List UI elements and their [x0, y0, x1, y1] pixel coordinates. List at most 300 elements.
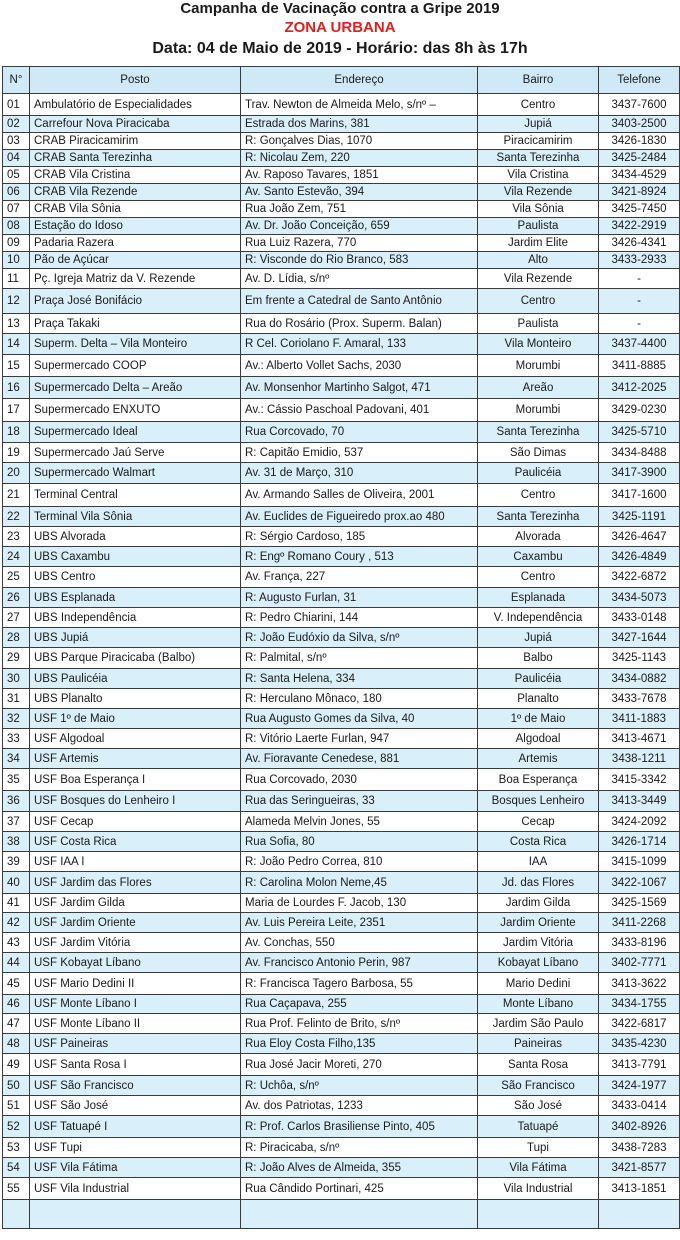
- table-row: [3, 334, 680, 355]
- row-number-cell: 02: [3, 116, 30, 133]
- endereco-cell: R: Prof. Carlos Brasiliense Pinto, 405: [241, 1116, 478, 1138]
- column-header-telefone: Telefone: [599, 67, 680, 94]
- table-row: [3, 289, 680, 314]
- telefone-cell: 3402-8926: [599, 1116, 680, 1138]
- telefone-cell: 3434-8488: [599, 443, 680, 463]
- bairro-cell: Jardim Elite: [478, 235, 599, 252]
- telefone-cell: 3424-1977: [599, 1076, 680, 1096]
- posto-cell: Praça Takaki: [30, 314, 241, 334]
- bairro-cell: Planalto: [478, 689, 599, 709]
- telefone-cell: 3426-1714: [599, 832, 680, 852]
- row-number-cell: 48: [3, 1034, 30, 1054]
- bairro-cell: Jupiá: [478, 628, 599, 648]
- table-header-row: [3, 67, 680, 94]
- telefone-cell: 3437-4400: [599, 334, 680, 355]
- row-number-cell: 55: [3, 1178, 30, 1200]
- endereco-cell: Em frente a Catedral de Santo Antônio: [241, 289, 478, 314]
- table-row: [3, 894, 680, 913]
- posto-cell: UBS Parque Piracicaba (Balbo): [30, 648, 241, 669]
- endereco-cell: Av.: Cássio Paschoal Padovani, 401: [241, 399, 478, 422]
- telefone-cell: 3413-4671: [599, 729, 680, 749]
- telefone-cell: 3421-8577: [599, 1158, 680, 1178]
- table-row: [3, 749, 680, 769]
- table-row: [3, 527, 680, 547]
- endereco-cell: R: João Eudóxio da Silva, s/nº: [241, 628, 478, 648]
- posto-cell: CRAB Santa Terezinha: [30, 150, 241, 167]
- endereco-cell: Av. 31 de Março, 310: [241, 463, 478, 484]
- endereco-cell: R: Augusto Furlan, 31: [241, 588, 478, 608]
- table-row: [3, 995, 680, 1014]
- row-number-cell: 03: [3, 133, 30, 150]
- posto-cell: Supermercado Ideal: [30, 422, 241, 443]
- table-row: [3, 1158, 680, 1178]
- table-row: [3, 709, 680, 729]
- posto-cell: Terminal Vila Sônia: [30, 507, 241, 527]
- posto-cell: Ambulatório de Especialidades: [30, 94, 241, 116]
- row-number-cell: 34: [3, 749, 30, 769]
- row-number-cell: 35: [3, 769, 30, 791]
- table-row: [3, 314, 680, 334]
- bairro-cell: Paulista: [478, 218, 599, 235]
- posto-cell: USF Vila Industrial: [30, 1178, 241, 1200]
- telefone-cell: 3435-4230: [599, 1034, 680, 1054]
- endereco-cell: Av. Armando Salles de Oliveira, 2001: [241, 484, 478, 507]
- telefone-cell: 3422-6817: [599, 1014, 680, 1034]
- row-number-cell: 54: [3, 1158, 30, 1178]
- bairro-cell: Tatuapé: [478, 1116, 599, 1138]
- table-row: [3, 269, 680, 289]
- telefone-cell: 3415-1099: [599, 852, 680, 872]
- telefone-cell: 3425-5710: [599, 422, 680, 443]
- endereco-cell: R: Francisca Tagero Barbosa, 55: [241, 973, 478, 995]
- row-number-cell: 09: [3, 235, 30, 252]
- endereco-cell: Rua Cândido Portinari, 425: [241, 1178, 478, 1200]
- endereco-cell: Rua Luiz Razera, 770: [241, 235, 478, 252]
- bairro-cell: Jd. das Flores: [478, 872, 599, 894]
- document-title: Campanha de Vacinação contra a Gripe 2019: [180, 0, 500, 17]
- row-number-cell: 26: [3, 588, 30, 608]
- endereco-cell: R: João Alves de Almeida, 355: [241, 1158, 478, 1178]
- telefone-cell: 3433-7678: [599, 689, 680, 709]
- bairro-cell: V. Independência: [478, 608, 599, 628]
- posto-cell: Supermercado COOP: [30, 355, 241, 377]
- row-number-cell: 23: [3, 527, 30, 547]
- row-number-cell: 46: [3, 995, 30, 1014]
- bairro-cell: Santa Terezinha: [478, 150, 599, 167]
- column-header-bairro: Bairro: [478, 67, 599, 94]
- telefone-cell: 3425-2484: [599, 150, 680, 167]
- row-number-cell: 07: [3, 201, 30, 218]
- bairro-cell: Jardim Gilda: [478, 894, 599, 913]
- bairro-cell: Paulicéia: [478, 669, 599, 689]
- telefone-cell: 3413-3449: [599, 791, 680, 812]
- row-number-cell: 49: [3, 1054, 30, 1076]
- row-number-cell: 17: [3, 399, 30, 422]
- bairro-cell: Costa Rica: [478, 832, 599, 852]
- bairro-cell: Algodoal: [478, 729, 599, 749]
- row-number-cell: 36: [3, 791, 30, 812]
- telefone-cell: 3411-8885: [599, 355, 680, 377]
- row-number-cell: 21: [3, 484, 30, 507]
- row-number-cell: 43: [3, 933, 30, 953]
- posto-cell: USF Jardim Gilda: [30, 894, 241, 913]
- endereco-cell: Trav. Newton de Almeida Melo, s/nº –: [241, 94, 478, 116]
- posto-cell: USF Monte Líbano II: [30, 1014, 241, 1034]
- endereco-cell: Av. Conchas, 550: [241, 933, 478, 953]
- table-row: [3, 1054, 680, 1076]
- posto-cell: USF Mario Dedini II: [30, 973, 241, 995]
- row-number-cell: 08: [3, 218, 30, 235]
- table-row: [3, 94, 680, 116]
- endereco-cell: Rua Corcovado, 2030: [241, 769, 478, 791]
- row-number-cell: 51: [3, 1096, 30, 1116]
- column-header-posto: Posto: [30, 67, 241, 94]
- bairro-cell: Mario Dedini: [478, 973, 599, 995]
- row-number-cell: 32: [3, 709, 30, 729]
- bairro-cell: Areão: [478, 377, 599, 399]
- endereco-cell: R: Nicolau Zem, 220: [241, 150, 478, 167]
- row-number-cell: [3, 1200, 30, 1229]
- telefone-cell: 3412-2025: [599, 377, 680, 399]
- table-row: [3, 689, 680, 709]
- endereco-cell: R: Uchôa, s/nº: [241, 1076, 478, 1096]
- telefone-cell: 3425-1143: [599, 648, 680, 669]
- posto-cell: Supermercado Walmart: [30, 463, 241, 484]
- bairro-cell: Centro: [478, 94, 599, 116]
- telefone-cell: 3411-1883: [599, 709, 680, 729]
- bairro-cell: Centro: [478, 484, 599, 507]
- bairro-cell: Kobayat Líbano: [478, 953, 599, 973]
- bairro-cell: Paineiras: [478, 1034, 599, 1054]
- row-number-cell: 40: [3, 872, 30, 894]
- endereco-cell: Rua José Jacir Moreti, 270: [241, 1054, 478, 1076]
- endereco-cell: Estrada dos Marins, 381: [241, 116, 478, 133]
- endereco-cell: Av.: Alberto Vollet Sachs, 2030: [241, 355, 478, 377]
- telefone-cell: 3427-1644: [599, 628, 680, 648]
- bairro-cell: Centro: [478, 567, 599, 588]
- bairro-cell: Jardim São Paulo: [478, 1014, 599, 1034]
- posto-cell: Supermercado ENXUTO: [30, 399, 241, 422]
- telefone-cell: 3426-1830: [599, 133, 680, 150]
- bairro-cell: Cecap: [478, 812, 599, 832]
- posto-cell: CRAB Vila Cristina: [30, 167, 241, 184]
- telefone-cell: 3417-1600: [599, 484, 680, 507]
- row-number-cell: 47: [3, 1014, 30, 1034]
- posto-cell: USF São José: [30, 1096, 241, 1116]
- telefone-cell: 3426-4849: [599, 547, 680, 567]
- telefone-cell: 3426-4341: [599, 235, 680, 252]
- endereco-cell: R: Visconde do Rio Branco, 583: [241, 252, 478, 269]
- table-row: [3, 1200, 680, 1229]
- table-row: [3, 567, 680, 588]
- bairro-cell: Vila Rezende: [478, 184, 599, 201]
- posto-cell: USF IAA I: [30, 852, 241, 872]
- row-number-cell: 15: [3, 355, 30, 377]
- bairro-cell: Santa Rosa: [478, 1054, 599, 1076]
- row-number-cell: 44: [3, 953, 30, 973]
- posto-cell: USF Monte Líbano I: [30, 995, 241, 1014]
- posto-cell: Carrefour Nova Piracicaba: [30, 116, 241, 133]
- bairro-cell: Santa Terezinha: [478, 507, 599, 527]
- row-number-cell: 53: [3, 1138, 30, 1158]
- row-number-cell: 38: [3, 832, 30, 852]
- bairro-cell: Vila Sônia: [478, 201, 599, 218]
- telefone-cell: 3429-0230: [599, 399, 680, 422]
- table-row: [3, 133, 680, 150]
- posto-cell: USF Bosques do Lenheiro I: [30, 791, 241, 812]
- endereco-cell: Av. França, 227: [241, 567, 478, 588]
- table-row: [3, 150, 680, 167]
- endereco-cell: R: Palmital, s/nº: [241, 648, 478, 669]
- posto-cell: [30, 1200, 241, 1229]
- telefone-cell: 3434-5073: [599, 588, 680, 608]
- bairro-cell: São Francisco: [478, 1076, 599, 1096]
- telefone-cell: 3438-7283: [599, 1138, 680, 1158]
- endereco-cell: R: Sérgio Cardoso, 185: [241, 527, 478, 547]
- table-row: [3, 872, 680, 894]
- row-number-cell: 27: [3, 608, 30, 628]
- table-row: [3, 1034, 680, 1054]
- table-row: [3, 547, 680, 567]
- telefone-cell: 3411-2268: [599, 913, 680, 933]
- endereco-cell: Rua Prof. Felinto de Brito, s/nº: [241, 1014, 478, 1034]
- table-row: [3, 933, 680, 953]
- row-number-cell: 37: [3, 812, 30, 832]
- telefone-cell: 3424-2092: [599, 812, 680, 832]
- table-row: [3, 628, 680, 648]
- telefone-cell: 3413-3622: [599, 973, 680, 995]
- column-header-endereco: Endereço: [241, 67, 478, 94]
- telefone-cell: 3433-0414: [599, 1096, 680, 1116]
- bairro-cell: São Dimas: [478, 443, 599, 463]
- table-row: [3, 1096, 680, 1116]
- endereco-cell: Maria de Lourdes F. Jacob, 130: [241, 894, 478, 913]
- endereco-cell: Av. Monsenhor Martinho Salgot, 471: [241, 377, 478, 399]
- bairro-cell: Vila Monteiro: [478, 334, 599, 355]
- bairro-cell: 1º de Maio: [478, 709, 599, 729]
- table-row: [3, 729, 680, 749]
- row-number-cell: 18: [3, 422, 30, 443]
- endereco-cell: Rua João Zem, 751: [241, 201, 478, 218]
- table-body: [3, 94, 680, 1229]
- table-row: [3, 953, 680, 973]
- table-row: [3, 463, 680, 484]
- posto-cell: Supermercado Jaú Serve: [30, 443, 241, 463]
- bairro-cell: Vila Fátima: [478, 1158, 599, 1178]
- bairro-cell: Caxambu: [478, 547, 599, 567]
- telefone-cell: -: [599, 289, 680, 314]
- endereco-cell: Rua do Rosário (Prox. Superm. Balan): [241, 314, 478, 334]
- endereco-cell: R: Herculano Mônaco, 180: [241, 689, 478, 709]
- bairro-cell: Alvorada: [478, 527, 599, 547]
- posto-cell: USF Jardim Vitória: [30, 933, 241, 953]
- bairro-cell: Boa Esperança: [478, 769, 599, 791]
- endereco-cell: Rua Corcovado, 70: [241, 422, 478, 443]
- posto-cell: Praça José Bonifácio: [30, 289, 241, 314]
- row-number-cell: 01: [3, 94, 30, 116]
- telefone-cell: 3403-2500: [599, 116, 680, 133]
- table-row: [3, 832, 680, 852]
- telefone-cell: 3417-3900: [599, 463, 680, 484]
- bairro-cell: Vila Rezende: [478, 269, 599, 289]
- table-row: [3, 973, 680, 995]
- endereco-cell: Av. Fioravante Cenedese, 881: [241, 749, 478, 769]
- row-number-cell: 22: [3, 507, 30, 527]
- posto-cell: UBS Paulicéia: [30, 669, 241, 689]
- endereco-cell: Alameda Melvin Jones, 55: [241, 812, 478, 832]
- table-row: [3, 1178, 680, 1200]
- posto-cell: Pão de Açúcar: [30, 252, 241, 269]
- bairro-cell: Artemis: [478, 749, 599, 769]
- table-row: [3, 484, 680, 507]
- endereco-cell: R Cel. Coriolano F. Amaral, 133: [241, 334, 478, 355]
- row-number-cell: 20: [3, 463, 30, 484]
- posto-cell: CRAB Piracicamirim: [30, 133, 241, 150]
- telefone-cell: 3413-7791: [599, 1054, 680, 1076]
- endereco-cell: R: Gonçalves Dias, 1070: [241, 133, 478, 150]
- endereco-cell: Rua Sofia, 80: [241, 832, 478, 852]
- endereco-cell: Av. Raposo Tavares, 1851: [241, 167, 478, 184]
- row-number-cell: 45: [3, 973, 30, 995]
- row-number-cell: 42: [3, 913, 30, 933]
- row-number-cell: 12: [3, 289, 30, 314]
- column-header-number: N°: [3, 67, 30, 94]
- posto-cell: USF Jardim Oriente: [30, 913, 241, 933]
- posto-cell: UBS Esplanada: [30, 588, 241, 608]
- posto-cell: USF Santa Rosa I: [30, 1054, 241, 1076]
- telefone-cell: 3433-2933: [599, 252, 680, 269]
- bairro-cell: [478, 1200, 599, 1229]
- posto-cell: Pç. Igreja Matriz da V. Rezende: [30, 269, 241, 289]
- bairro-cell: Esplanada: [478, 588, 599, 608]
- endereco-cell: R: Pedro Chiarini, 144: [241, 608, 478, 628]
- bairro-cell: Piracicamirim: [478, 133, 599, 150]
- endereco-cell: R: Vitório Laerte Furlan, 947: [241, 729, 478, 749]
- posto-cell: UBS Planalto: [30, 689, 241, 709]
- row-number-cell: 31: [3, 689, 30, 709]
- endereco-cell: Rua Augusto Gomes da Silva, 40: [241, 709, 478, 729]
- telefone-cell: 3433-0148: [599, 608, 680, 628]
- endereco-cell: Rua Eloy Costa Filho,135: [241, 1034, 478, 1054]
- posto-cell: UBS Independência: [30, 608, 241, 628]
- row-number-cell: 10: [3, 252, 30, 269]
- telefone-cell: 3437-7600: [599, 94, 680, 116]
- row-number-cell: 19: [3, 443, 30, 463]
- row-number-cell: 33: [3, 729, 30, 749]
- posto-cell: UBS Caxambu: [30, 547, 241, 567]
- table-row: [3, 116, 680, 133]
- posto-cell: Supermercado Delta – Areão: [30, 377, 241, 399]
- table-row: [3, 355, 680, 377]
- posto-cell: Estação do Idoso: [30, 218, 241, 235]
- telefone-cell: [599, 1200, 680, 1229]
- row-number-cell: 05: [3, 167, 30, 184]
- telefone-cell: -: [599, 314, 680, 334]
- bairro-cell: Alto: [478, 252, 599, 269]
- zone-label: ZONA URBANA: [284, 19, 396, 36]
- endereco-cell: R: Engº Romano Coury , 513: [241, 547, 478, 567]
- table-row: [3, 791, 680, 812]
- posto-cell: UBS Alvorada: [30, 527, 241, 547]
- telefone-cell: 3434-4529: [599, 167, 680, 184]
- posto-cell: USF Tupi: [30, 1138, 241, 1158]
- row-number-cell: 04: [3, 150, 30, 167]
- table-row: [3, 608, 680, 628]
- table-row: [3, 769, 680, 791]
- table-row: [3, 443, 680, 463]
- table-row: [3, 852, 680, 872]
- telefone-cell: 3422-1067: [599, 872, 680, 894]
- table-row: [3, 422, 680, 443]
- table-row: [3, 167, 680, 184]
- posto-cell: USF Paineiras: [30, 1034, 241, 1054]
- bairro-cell: Vila Cristina: [478, 167, 599, 184]
- table-row: [3, 377, 680, 399]
- endereco-cell: R: Capitão Emidio, 537: [241, 443, 478, 463]
- telefone-cell: -: [599, 269, 680, 289]
- telefone-cell: 3433-8196: [599, 933, 680, 953]
- posto-cell: Terminal Central: [30, 484, 241, 507]
- bairro-cell: Balbo: [478, 648, 599, 669]
- bairro-cell: Morumbi: [478, 355, 599, 377]
- telefone-cell: 3402-7771: [599, 953, 680, 973]
- row-number-cell: 50: [3, 1076, 30, 1096]
- telefone-cell: 3425-1569: [599, 894, 680, 913]
- row-number-cell: 41: [3, 894, 30, 913]
- row-number-cell: 14: [3, 334, 30, 355]
- posto-cell: UBS Centro: [30, 567, 241, 588]
- posto-cell: Superm. Delta – Vila Monteiro: [30, 334, 241, 355]
- row-number-cell: 13: [3, 314, 30, 334]
- endereco-cell: R: João Pedro Correa, 810: [241, 852, 478, 872]
- posto-cell: USF Tatuapé I: [30, 1116, 241, 1138]
- row-number-cell: 30: [3, 669, 30, 689]
- endereco-cell: Av. D. Lídia, s/nº: [241, 269, 478, 289]
- endereco-cell: R: Santa Helena, 334: [241, 669, 478, 689]
- bairro-cell: Morumbi: [478, 399, 599, 422]
- endereco-cell: Av. Euclides de Figueiredo prox.ao 480: [241, 507, 478, 527]
- table-row: [3, 669, 680, 689]
- telefone-cell: 3421-8924: [599, 184, 680, 201]
- posto-cell: CRAB Vila Rezende: [30, 184, 241, 201]
- table-row: [3, 252, 680, 269]
- date-schedule-line: Data: 04 de Maio de 2019 - Horário: das 8h às 17h: [152, 40, 528, 57]
- posto-cell: USF Boa Esperança I: [30, 769, 241, 791]
- posto-cell: USF São Francisco: [30, 1076, 241, 1096]
- telefone-cell: 3422-6872: [599, 567, 680, 588]
- endereco-cell: Av. Francisco Antonio Perin, 987: [241, 953, 478, 973]
- document-header: [0, 0, 680, 60]
- table-row: [3, 507, 680, 527]
- telefone-cell: 3434-0882: [599, 669, 680, 689]
- bairro-cell: Santa Terezinha: [478, 422, 599, 443]
- row-number-cell: 29: [3, 648, 30, 669]
- row-number-cell: 28: [3, 628, 30, 648]
- telefone-cell: 3425-7450: [599, 201, 680, 218]
- bairro-cell: Paulicéia: [478, 463, 599, 484]
- telefone-cell: 3413-1851: [599, 1178, 680, 1200]
- telefone-cell: 3426-4647: [599, 527, 680, 547]
- table-row: [3, 812, 680, 832]
- table-row: [3, 218, 680, 235]
- table-row: [3, 1116, 680, 1138]
- table-row: [3, 648, 680, 669]
- endereco-cell: Rua das Seringueiras, 33: [241, 791, 478, 812]
- posto-cell: USF Artemis: [30, 749, 241, 769]
- posto-cell: USF Algodoal: [30, 729, 241, 749]
- table-row: [3, 184, 680, 201]
- bairro-cell: Tupi: [478, 1138, 599, 1158]
